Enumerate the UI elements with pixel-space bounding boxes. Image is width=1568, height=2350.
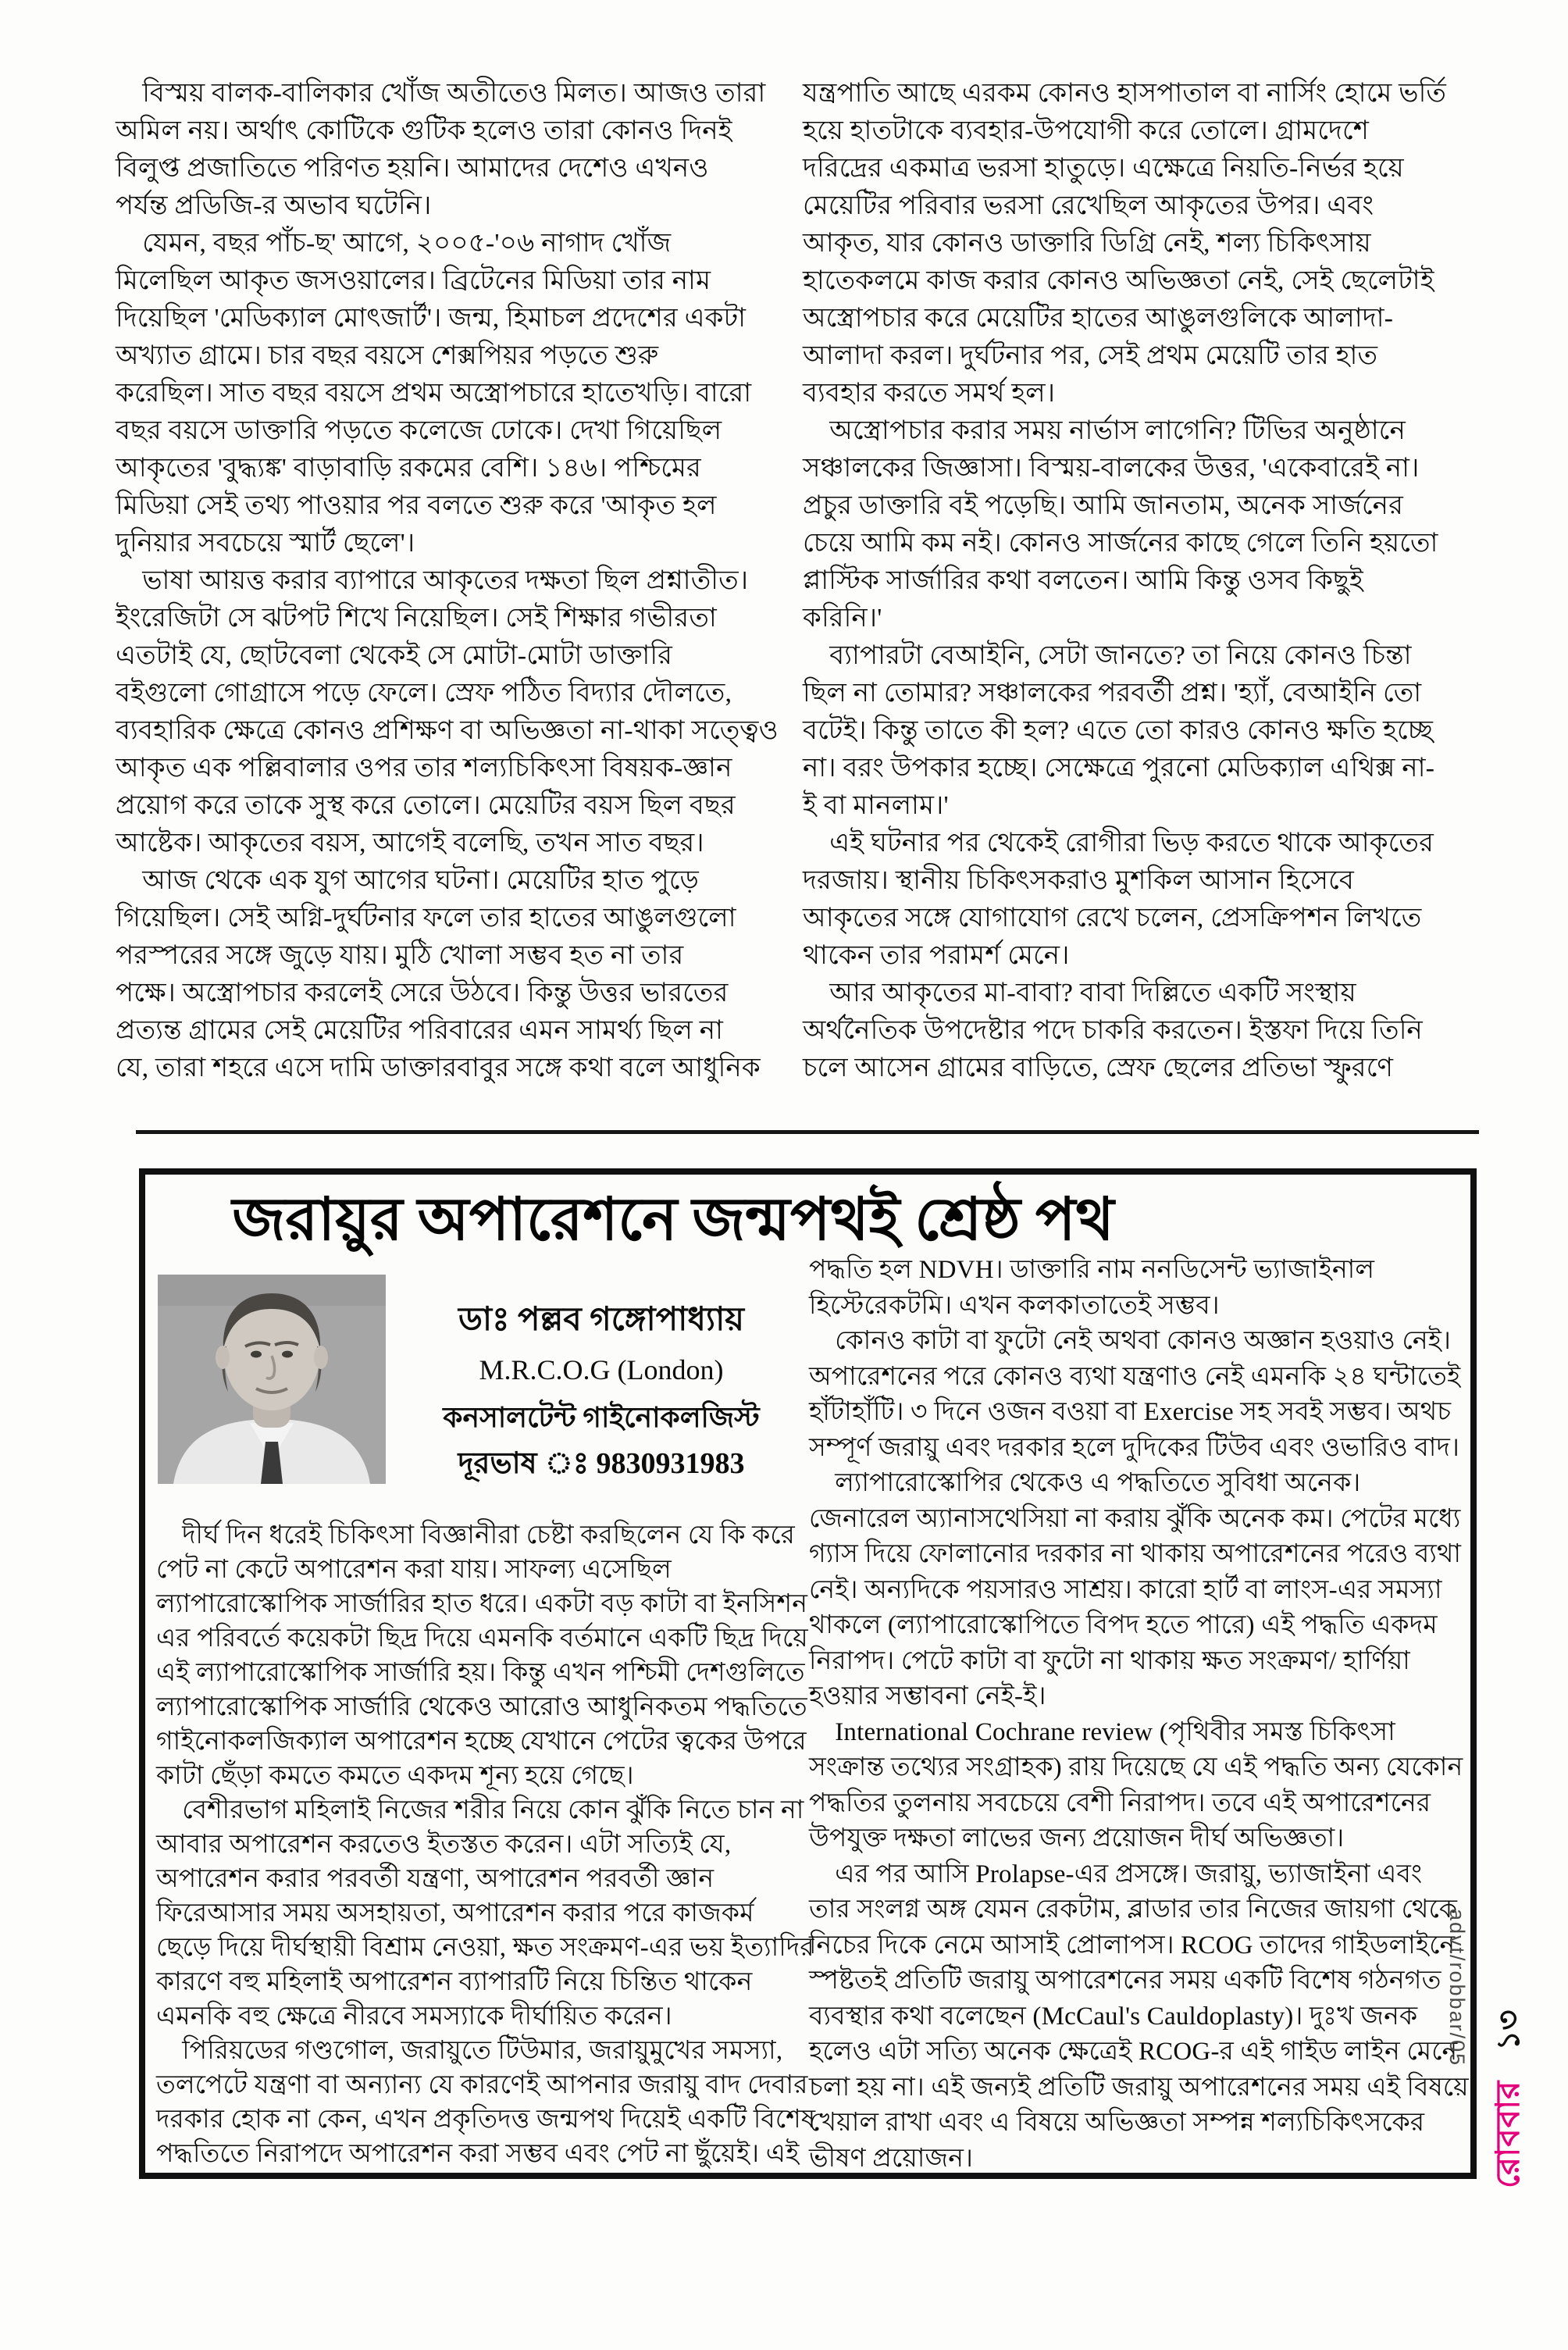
article-text-line: করিনি।' xyxy=(803,604,882,633)
article-text-line: আলাদা করল। দুর্ঘটনার পর, সেই প্রথম মেয়েটি তার হাত xyxy=(803,341,1378,370)
ad-text-line: ল্যাপারোস্কোপির থেকেও এ পদ্ধতিতে সুবিধা অনেক। xyxy=(809,1469,1361,1497)
article-text-line: আকৃতের 'বুদ্ধ্যঙ্ক' বাড়াবাড়ি রকমের বেশি। ১৪৬। পশ্চিমের xyxy=(116,454,701,483)
article-text-line: আকৃত, যার কোনও ডাক্তারি ডিগ্রি নেই, শল্য চিকিৎসায় xyxy=(803,229,1371,258)
article-text-line: ছিল না তোমার? সঞ্চালকের পরবর্তী প্রশ্ন। 'হ্যাঁ, বেআইনি তো xyxy=(803,679,1422,708)
advt-credit-vertical-text: advt/robbar/05 xyxy=(1445,1909,1469,2067)
article-text-line: আষ্টেক। আকৃতের বয়স, আগেই বলেছি, তখন সাত বছর। xyxy=(116,829,704,858)
doctor-degree: M.R.C.O.G (London) xyxy=(479,1354,724,1385)
doctor-info-block xyxy=(398,1298,804,1482)
ad-text-line: হওয়ার সম্ভাবনা নেই-ই। xyxy=(809,1682,1046,1710)
article-text-line: মিলেছিল আকৃত জসওয়ালের। ব্রিটেনের মিডিয়া তার নাম xyxy=(116,266,711,295)
doctor-name: ডাঃ পল্লব গঙ্গোপাধ্যায় xyxy=(458,1302,744,1338)
doctor-phone-number: দূরভাষ ঃ 9830931983 xyxy=(458,1447,745,1480)
ad-text-line: বেশীরভাগ মহিলাই নিজের শরীর নিয়ে কোন ঝুঁকি নিতে চান না xyxy=(156,1796,804,1824)
article-text-line: দিয়েছিল 'মেডিক্যাল মোৎজার্ট'। জন্ম, হিমাচল প্রদেশের একটা xyxy=(116,304,747,333)
ad-text-line: জেনারেল অ্যানাসথেসিয়া না করায় ঝুঁকি অনেক কম। পেটের মধ্যে xyxy=(809,1504,1461,1533)
ad-text-line: গ্যাস দিয়ে ফোলানোর দরকার না থাকায় অপারেশনের পরেও ব্যথা xyxy=(809,1540,1462,1568)
article-text-line: দরজায়। স্থানীয় চিকিৎসকরাও মুশকিল আসান হিসেবে xyxy=(803,866,1354,895)
ad-text-line: দরকার হোক না কেন, এখন প্রকৃতিদত্ত জন্মপথ দিয়েই একটি বিশেষ xyxy=(156,2106,816,2134)
ad-text-line: উপযুক্ত দক্ষতা লাভের জন্য প্রয়োজন দীর্ঘ অভিজ্ঞতা। xyxy=(809,1824,1345,1853)
ad-text-line: আবার অপারেশন করতেও ইতস্তত করেন। এটা সত্যিই যে, xyxy=(156,1831,732,1859)
article-text-line: অখ্যাত গ্রামে। চার বছর বয়সে শেক্সপিয়র পড়তে শুরু xyxy=(116,341,659,370)
ad-text-line: তার সংলগ্ন অঙ্গ যেমন রেকটাম, ব্লাডার তার নিজের জায়গা থেকে xyxy=(809,1895,1458,1924)
article-text-line: পক্ষে। অস্ত্রোপচার করলেই সেরে উঠবে। কিন্তু উত্তর ভারতের xyxy=(116,979,729,1007)
ad-text-line: কাটা ছেঁড়া কমতে কমতে একদম শূন্য হয়ে গেছে। xyxy=(156,1762,634,1790)
article-text-line: বিস্ময় বালক-বালিকার খোঁজ অতীতেও মিলত। আজও তারা xyxy=(116,79,766,108)
ad-text-line: খেয়াল রাখা এবং এ বিষয়ে অভিজ্ঞতা সম্পন্ন শল্যচিকিৎসকের xyxy=(809,2109,1425,2137)
article-text-line: চেয়ে আমি কম নই। কোনও সার্জনের কাছে গেলে তিনি হয়তো xyxy=(803,529,1438,558)
ad-text-line: International Cochrane review (পৃথিবীর সমস্ত চিকিৎসা xyxy=(809,1717,1395,1746)
article-text-line: পর্যন্ত প্রডিজি-র অভাব ঘটেনি। xyxy=(116,191,432,220)
article-text-line: আকৃতের সঙ্গে যোগাযোগ রেখে চলেন, প্রেসক্রিপশন লিখতে xyxy=(803,904,1422,933)
ad-column-right xyxy=(809,1253,1469,2177)
article-text-line: অর্থনৈতিক উপদেষ্টার পদে চাকরি করতেন। ইস্তফা দিয়ে তিনি xyxy=(803,1016,1423,1045)
doctor-portrait-image xyxy=(158,1275,386,1484)
ad-text-line: অপারেশনের পরে কোনও ব্যথা যন্ত্রণাও নেই এমনকি ২৪ ঘন্টাতেই xyxy=(809,1362,1461,1391)
article-text-line: আজ থেকে এক যুগ আগের ঘটনা। মেয়েটির হাত পুড়ে xyxy=(116,866,699,895)
ad-text-line: অপারেশন করার পরবর্তী যন্ত্রণা, অপারেশন পরবর্তী জ্ঞান xyxy=(156,1865,715,1893)
ad-text-line: ভীষণ প্রয়োজন। xyxy=(809,2144,974,2173)
article-text-line: চলে আসেন গ্রামের বাড়িতে, স্রেফ ছেলের প্রতিভা স্ফুরণে xyxy=(803,1054,1394,1082)
article-text-line: যেমন, বছর পাঁচ-ছ' আগে, ২০০৫-'০৬ নাগাদ খোঁজ xyxy=(116,229,672,258)
ad-text-line: ব্যবস্থার কথা বলেছেন (McCaul's Cauldoplasty)। দুঃখ জনক xyxy=(809,2002,1418,2031)
ad-text-line: পদ্ধতির তুলনায় সবচেয়ে বেশী নিরাপদ। তবে এই অপারেশনের xyxy=(809,1788,1431,1817)
ad-text-line: স্পষ্টতই প্রতিটি জরায়ু অপারেশনের সময় একটি বিশেষ গঠনগত xyxy=(809,1967,1441,1995)
ad-text-line: ফিরেআসার সময় অসহায়তা, অপারেশন করার পরে কাজকর্ম xyxy=(156,1899,754,1927)
article-column-right xyxy=(803,75,1484,1087)
article-text-line: দুনিয়ার সবচেয়ে স্মার্ট ছেলে'। xyxy=(116,529,415,558)
ad-text-line: পদ্ধতি হল NDVH। ডাক্তারি নাম ননডিসেন্ট ভ্যাজাইনাল xyxy=(809,1256,1375,1284)
ad-text-line: এর পরিবর্তে কয়েকটা ছিদ্র দিয়ে এমনকি বর্তমানে একটি ছিদ্র দিয়ে xyxy=(156,1624,808,1653)
ad-text-line: চলা হয় না। এই জন্যই প্রতিটি জরায়ু অপারেশনের সময় এই বিষয়ে xyxy=(809,2073,1469,2102)
ad-text-line: থাকলে (ল্যাপারোস্কোপিতে বিপদ হতে পারে) এই পদ্ধতি একদম xyxy=(809,1611,1438,1639)
ad-text-line: কারণে বহু মহিলাই অপারেশন ব্যাপারটি নিয়ে চিন্তিত থাকেন xyxy=(156,1968,753,1996)
ad-text-line: এমনকি বহু ক্ষেত্রে নীরবে সমস্যাকে দীর্ঘায়িত করেন। xyxy=(156,2002,672,2031)
ad-text-line: নিচের দিকে নেমে আসাই প্রোলাপস। RCOG তাদের গাইডলাইনে xyxy=(809,1931,1456,1960)
doctor-title: কনসালটেন্ট গাইনোকলজিস্ট xyxy=(443,1402,760,1433)
article-text-line: সঞ্চালকের জিজ্ঞাসা। বিস্ময়-বালকের উত্তর, 'একেবারেই না। xyxy=(803,454,1420,483)
article-text-line: আর আকৃতের মা-বাবা? বাবা দিল্লিতে একটি সংস্থায় xyxy=(803,979,1356,1007)
article-text-line: ই বা মানলাম।' xyxy=(803,791,949,820)
article-text-line: হাতেকলমে কাজ করার কোনও অভিজ্ঞতা নেই, সেই ছেলেটাই xyxy=(803,266,1434,295)
article-text-line: দরিদ্রের একমাত্র ভরসা হাতুড়ে। এক্ষেত্রে নিয়তি-নির্ভর হয়ে xyxy=(803,154,1404,183)
page-folio xyxy=(1482,1970,1538,2188)
article-text-line: না। বরং উপকার হচ্ছে। সেক্ষেত্রে পুরনো মেডিক্যাল এথিক্স না- xyxy=(803,754,1435,783)
ad-text-line: পেট না কেটে অপারেশন করা যায়। সাফল্য এসেছিল xyxy=(156,1556,672,1584)
ad-text-line: হলেও এটা সত্যি অনেক ক্ষেত্রেই RCOG-র এই গাইড লাইন মেনে xyxy=(809,2038,1458,2066)
ad-text-line: পদ্ধতিতে নিরাপদে অপারেশন করা সম্ভব এবং পেট না ছুঁয়েই। এই xyxy=(156,2140,800,2168)
article-text-line: ব্যাপারটা বেআইনি, সেটা জানতে? তা নিয়ে কোনও চিন্তা xyxy=(803,641,1412,670)
article-text-line: প্রচুর ডাক্তারি বই পড়েছি। আমি জানতাম, অনেক সার্জনের xyxy=(803,491,1404,520)
ad-text-line: নেই। অন্যদিকে পয়সারও সাশ্রয়। কারো হার্ট বা লাংস-এর সমস্যা xyxy=(809,1575,1442,1604)
ad-text-line: তলপেটে যন্ত্রণা বা অন্যান্য যে কারণেই আপনার জরায়ু বাদ দেবার xyxy=(156,2071,808,2099)
article-text-line: যন্ত্রপাতি আছে এরকম কোনও হাসপাতাল বা নার্সিং হোমে ভর্তি xyxy=(803,79,1447,108)
publication-name: রোববার xyxy=(1491,2080,1527,2188)
ad-text-line: সম্পূর্ণ জরায়ু এবং দরকার হলে দুদিকের টিউব এবং ওভারিও বাদ। xyxy=(809,1433,1460,1462)
article-text-line: ব্যবহারিক ক্ষেত্রে কোনও প্রশিক্ষণ বা অভিজ্ঞতা না-থাকা সত্ত্বেও xyxy=(116,716,779,745)
article-text-line: বইগুলো গোগ্রাসে পড়ে ফেলে। স্রেফ পঠিত বিদ্যার দৌলতে, xyxy=(116,679,732,708)
ad-text-line: ল্যাপারোস্কোপিক সার্জারি থেকেও আরোও আধুনিকতম পদ্ধতিতে xyxy=(156,1693,807,1721)
article-text-line: বটেই। কিন্তু তাতে কী হল? এতে তো কারও কোনও ক্ষতি হচ্ছে xyxy=(803,716,1434,745)
article-text-line: মিডিয়া সেই তথ্য পাওয়ার পর বলতে শুরু করে 'আকৃত হল xyxy=(116,491,717,520)
ad-text-line: এর পর আসি Prolapse-এর প্রসঙ্গে। জরায়ু, ভ্যাজাইনা এবং xyxy=(809,1860,1423,1888)
article-text-line: পরস্পরের সঙ্গে জুড়ে যায়। মুঠি খোলা সম্ভব হত না তার xyxy=(116,941,684,970)
article-text-line: ব্যবহার করতে সমর্থ হল। xyxy=(803,379,1056,408)
article-text-line: থাকেন তার পরামর্শ মেনে। xyxy=(803,941,1070,970)
page-number: ১৩ xyxy=(1491,2009,1526,2051)
article-text-line: প্রয়োগ করে তাকে সুস্থ করে তোলে। মেয়েটির বয়স ছিল বছর xyxy=(116,791,736,820)
ad-text-line: গাইনোকলজিক্যাল অপারেশন হচ্ছে যেখানে পেটের ত্বকের উপরে xyxy=(156,1728,807,1756)
article-text-line: বছর বয়সে ডাক্তারি পড়তে কলেজে ঢোকে। দেখা গিয়েছিল xyxy=(116,416,722,445)
article-text-line: এতটাই যে, ছোটবেলা থেকেই সে মোটা-মোটা ডাক্তারি xyxy=(116,641,673,670)
ad-headline: জরায়ুর অপারেশনে জন্মপথই শ্রেষ্ঠ পথ xyxy=(232,1187,1114,1253)
article-text-line: এই ঘটনার পর থেকেই রোগীরা ভিড় করতে থাকে আকৃতের xyxy=(803,829,1434,858)
ad-text-line: দীর্ঘ দিন ধরেই চিকিৎসা বিজ্ঞানীরা চেষ্টা করছিলেন যে কি করে xyxy=(156,1521,795,1549)
ad-text-line: ল্যাপারোস্কোপিক সার্জারির হাত ধরে। একটা বড় কাটা বা ইনসিশন xyxy=(156,1590,808,1618)
ad-text-line: কোনও কাটা বা ফুটো নেই অথবা কোনও অজ্ঞান হওয়াও নেই। xyxy=(809,1327,1452,1355)
article-text-line: প্লাস্টিক সার্জারির কথা বলতেন। আমি কিন্তু ওসব কিছুই xyxy=(803,566,1363,595)
doctor-photo xyxy=(158,1275,386,1484)
article-text-line: অস্ত্রোপচার করার সময় নার্ভাস লাগেনি? টিভির অনুষ্ঠানে xyxy=(803,416,1406,445)
article-text-line: ইংরেজিটা সে ঝটপট শিখে নিয়েছিল। সেই শিক্ষার গভীরতা xyxy=(116,604,717,633)
ad-text-line: নিরাপদ। পেটে কাটা বা ফুটো না থাকায় ক্ষত সংক্রমণ/ হার্ণিয়া xyxy=(809,1646,1410,1675)
ad-text-line: হিস্টেরেকটমি। এখন কলকাতাতেই সম্ভব। xyxy=(809,1291,1220,1320)
ad-text-line: সংক্রান্ত তথ্যের সংগ্রাহক) রায় দিয়েছে যে এই পদ্ধতি অন্য যেকোন xyxy=(809,1753,1463,1781)
article-text-line: হয়ে হাতটাকে ব্যবহার-উপযোগী করে তোলে। গ্রামদেশে xyxy=(803,116,1370,145)
article-text-line: যে, তারা শহরে এসে দামি ডাক্তারবাবুর সঙ্গে কথা বলে আধুনিক xyxy=(116,1054,761,1082)
article-text-line: অমিল নয়। অর্থাৎ কোটিকে গুটিক হলেও তারা কোনও দিনই xyxy=(116,116,732,145)
ad-column-left xyxy=(156,1518,816,2171)
ad-text-line: এই ল্যাপারোস্কোপিক সার্জারি হয়। কিন্তু এখন পশ্চিমী দেশগুলিতে xyxy=(156,1659,805,1687)
article-text-line: আকৃত এক পল্লিবালার ওপর তার শল্যচিকিৎসা বিষয়ক-জ্ঞান xyxy=(116,754,732,783)
section-divider-rule xyxy=(136,1130,1479,1134)
ad-box xyxy=(139,1168,1477,2179)
article-text-line: বিলুপ্ত প্রজাতিতে পরিণত হয়নি। আমাদের দেশেও এখনও xyxy=(116,154,709,183)
ad-text-line: ছেড়ে দিয়ে দীর্ঘস্থায়ী বিশ্রাম নেওয়া, ক্ষত সংক্রমণ-এর ভয় ইত্যাদির xyxy=(156,1934,814,1962)
article-text-line: মেয়েটির পরিবার ভরসা রেখেছিল আকৃতের উপর। এবং xyxy=(803,191,1374,220)
article-column-left xyxy=(116,75,796,1087)
ad-text-line: পিরিয়ডের গণ্ডগোল, জরায়ুতে টিউমার, জরায়ুমুখের সমস্যা, xyxy=(156,2037,783,2065)
article-text-line: গিয়েছিল। সেই অগ্নি-দুর্ঘটনার ফলে তার হাতের আঙুলগুলো xyxy=(116,904,736,933)
article-text-line: করেছিল। সাত বছর বয়সে প্রথম অস্ত্রোপচারে হাতেখড়ি। বারো xyxy=(116,379,752,408)
article-text-line: প্রত্যন্ত গ্রামের সেই মেয়েটির পরিবারের এমন সামর্থ্য ছিল না xyxy=(116,1016,724,1045)
article-text-line: অস্ত্রোপচার করে মেয়েটির হাতের আঙুলগুলিকে আলাদা- xyxy=(803,304,1394,333)
ad-text-line: হাঁটাহাঁটি। ৩ দিনে ওজন বওয়া বা Exercise সহ সবই সম্ভব। অথচ xyxy=(809,1398,1452,1426)
article-text-line: ভাষা আয়ত্ত করার ব্যাপারে আকৃতের দক্ষতা ছিল প্রশ্নাতীত। xyxy=(116,566,749,595)
